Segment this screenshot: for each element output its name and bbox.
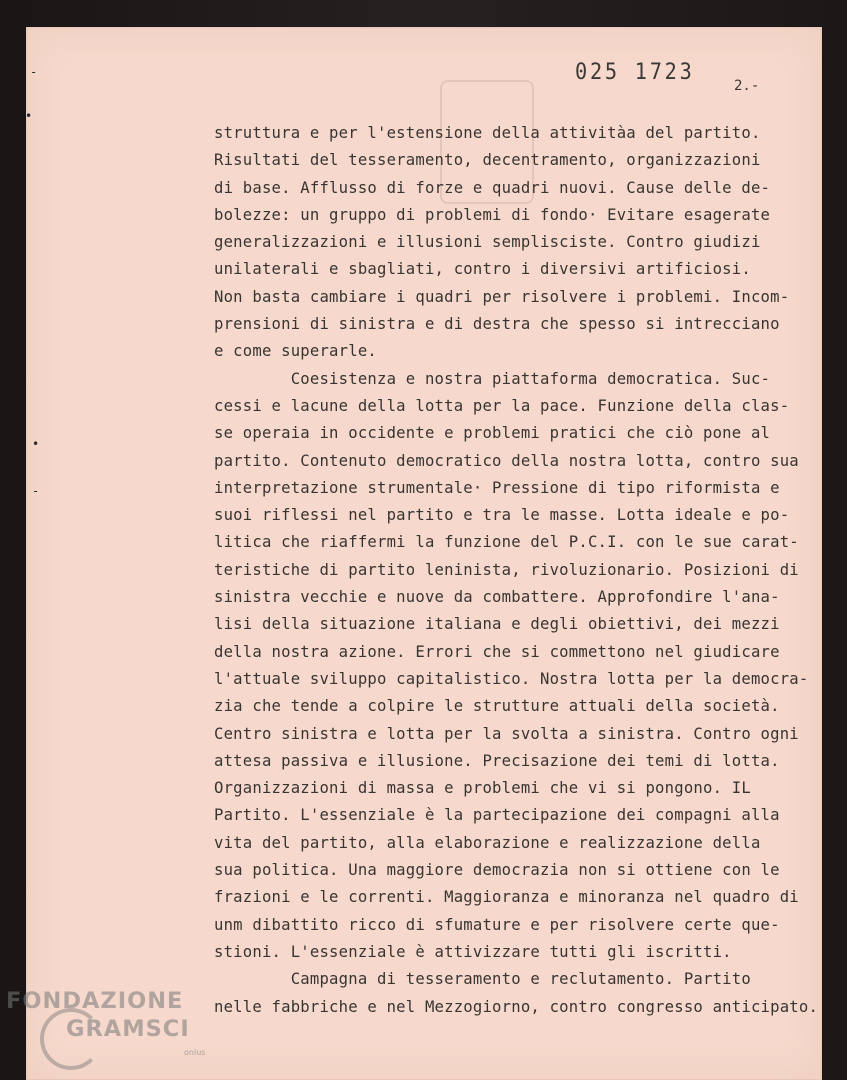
text-line: l'attuale sviluppo capitalistico. Nostra lotta per la democra- [214, 669, 809, 688]
text-line: lisi della situazione italiana e degli obiettivi, dei mezzi [214, 615, 780, 634]
archive-reference-number: 025 1723 [575, 60, 695, 85]
text-line: suoi riflessi nel partito e tra le masse. Lotta ideale e po- [214, 506, 790, 525]
text-line: stioni. L'essenziale è attivizzare tutti gli iscritti. [214, 942, 732, 961]
typewritten-body [214, 120, 819, 1021]
text-line: partito. Contenuto democratico della nostra lotta, contro sua [214, 451, 799, 470]
text-line: Partito. L'essenziale è la partecipazione dei compagni alla [214, 806, 780, 825]
text-line: sua politica. Una maggiore democrazia non si ottiene con le [214, 861, 780, 880]
text-line: di base. Afflusso di forze e quadri nuovi. Cause delle de- [214, 178, 771, 197]
text-line: attesa passiva e illusione. Precisazione dei temi di lotta. [214, 751, 780, 770]
page-number: 2.- [734, 78, 760, 94]
text-line: teristiche di partito leninista, rivoluzionario. Posizioni di [214, 560, 799, 579]
margin-tick: - [32, 484, 40, 498]
text-line: interpretazione strumentale· Pressione di tipo riformista e [214, 478, 780, 497]
text-line: prensioni di sinistra e di destra che spesso si intrecciano [214, 315, 780, 334]
text-line: nelle fabbriche e nel Mezzogiorno, contro congresso anticipato. [214, 997, 819, 1016]
margin-tick: - [30, 65, 38, 79]
margin-tick: • [32, 437, 40, 451]
text-line: unilaterali e sbagliati, contro i diversivi artificiosi. [214, 260, 751, 279]
text-line: frazioni e le correnti. Maggioranza e minoranza nel quadro di [214, 888, 799, 907]
text-line: Risultati del tesseramento, decentramento, organizzazioni [214, 151, 761, 170]
text-line: vita del partito, alla elaborazione e realizzazione della [214, 833, 761, 852]
text-line: bolezze: un gruppo di problemi di fondo· Evitare esagerate [214, 205, 771, 224]
watermark-small: onlus [184, 1048, 206, 1057]
text-line: se operaia in occidente e problemi pratici che ciò pone al [214, 424, 771, 443]
text-line: unm dibattito ricco di sfumature e per risolvere certe que- [214, 915, 780, 934]
text-line: Coesistenza e nostra piattaforma democratica. Suc- [214, 369, 771, 388]
watermark-line1: FONDAZIONE [6, 988, 184, 1014]
margin-tick: • [25, 109, 33, 123]
text-line: della nostra azione. Errori che si commettono nel giudicare [214, 642, 780, 661]
text-line: zia che tende a colpire le strutture attuali della società. [214, 697, 780, 716]
text-line: Centro sinistra e lotta per la svolta a sinistra. Contro ogni [214, 724, 799, 743]
fondazione-gramsci-watermark [6, 988, 216, 1068]
text-line: cessi e lacune della lotta per la pace. Funzione della clas- [214, 396, 790, 415]
text-line: litica che riaffermi la funzione del P.C.I. con le sue carat- [214, 533, 799, 552]
text-line: e come superarle. [214, 342, 377, 361]
watermark-line2: GRAMSCI [66, 1016, 190, 1042]
text-line: Organizzazioni di massa e problemi che vi si pongono. IL [214, 779, 751, 798]
text-line: Campagna di tesseramento e reclutamento. Partito [214, 970, 751, 989]
text-line: generalizzazioni e illusioni semplisciste. Contro giudizi [214, 233, 761, 252]
text-line: struttura e per l'estensione della attivitàa del partito. [214, 124, 761, 142]
text-line: sinistra vecchie e nuove da combattere. Approfondire l'ana- [214, 588, 780, 607]
text-line: Non basta cambiare i quadri per risolvere i problemi. Incom- [214, 287, 790, 306]
